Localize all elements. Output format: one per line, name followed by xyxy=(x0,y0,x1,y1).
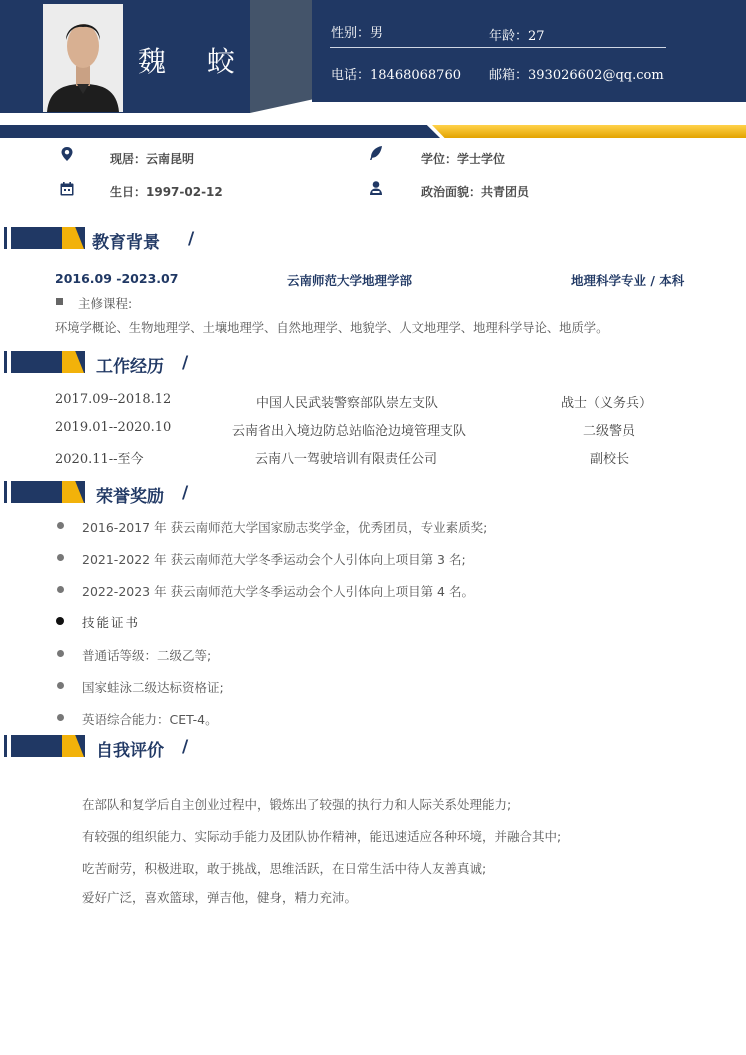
work-org: 中国人民武装警察部队崇左支队 xyxy=(256,396,439,411)
email-text: 邮箱：393026602@qq.com xyxy=(489,68,664,83)
honor-item: 2016-2017 年 获云南师范大学国家励志奖学金，优秀团员，专业素质奖; xyxy=(82,520,488,535)
header-right-panel xyxy=(312,0,746,102)
certificate-item: 国家蛙泳二级达标资格证; xyxy=(82,680,224,695)
bullet-dot-dark xyxy=(56,617,64,625)
honor-item: 2021-2022 年 获云南师范大学冬季运动会个人引体向上项目第 3 名; xyxy=(82,552,466,567)
section-slash: / xyxy=(182,353,189,373)
self-eval-line: 爱好广泛，喜欢篮球，弹吉他，健身，精力充沛。 xyxy=(82,890,358,905)
courses-list: 环境学概论、生物地理学、土壤地理学、自然地理学、地貌学、人文地理学、地理科学导论、地质学。 xyxy=(55,321,609,335)
certificates-title: 技能证书 xyxy=(82,615,141,630)
certificate-item: 英语综合能力：CET-4。 xyxy=(82,712,218,727)
work-role: 副校长 xyxy=(590,452,630,467)
section-stripe xyxy=(4,735,7,757)
work-org: 云南省出入境边防总站临沧边境管理支队 xyxy=(232,424,467,439)
degree-text: 学位：学士学位 xyxy=(421,152,506,166)
work-period: 2020.11--至今 xyxy=(55,452,144,467)
politics-text: 政治面貌：共青团员 xyxy=(421,185,530,199)
section-title-self: 自我评价 xyxy=(96,741,164,761)
work-period: 2017.09--2018.12 xyxy=(55,392,172,407)
work-role: 二级警员 xyxy=(583,424,636,439)
person-icon xyxy=(368,180,384,196)
bullet-dot xyxy=(57,554,64,561)
gender-text: 性别：男 xyxy=(331,26,384,41)
candidate-name: 魏 蛟 xyxy=(138,45,251,78)
phone-text: 电话：18468068760 xyxy=(331,68,461,83)
section-stripe xyxy=(4,227,7,249)
feather-icon xyxy=(368,145,384,161)
user-photo xyxy=(43,4,123,112)
header-slant-panel xyxy=(250,0,312,113)
section-title-work: 工作经历 xyxy=(96,357,164,377)
work-role: 战士（义务兵） xyxy=(561,396,653,411)
section-slash: / xyxy=(182,483,189,503)
education-major: 地理科学专业 / 本科 xyxy=(571,273,685,288)
header-bar-gold xyxy=(432,125,746,138)
education-period: 2016.09 -2023.07 xyxy=(55,271,179,286)
bullet-dot xyxy=(57,714,64,721)
self-eval-line: 在部队和复学后自主创业过程中，锻炼出了较强的执行力和人际关系处理能力; xyxy=(82,797,512,812)
self-eval-line: 有较强的组织能力、实际动手能力及团队协作精神，能迅速适应各种环境，并融合其中; xyxy=(82,829,562,844)
location-icon xyxy=(59,146,75,162)
bullet-dot xyxy=(57,586,64,593)
bullet-dot xyxy=(57,650,64,657)
work-period: 2019.01--2020.10 xyxy=(55,420,172,435)
section-slash: / xyxy=(182,737,189,757)
courses-label: 主修课程: xyxy=(78,296,133,311)
residence-text: 现居：云南昆明 xyxy=(110,152,195,166)
bullet-dot xyxy=(57,522,64,529)
header-bar-navy xyxy=(0,125,440,138)
bullet-dot xyxy=(57,682,64,689)
age-text: 年龄：27 xyxy=(489,29,545,44)
self-eval-line: 吃苦耐劳，积极进取，敢于挑战，思维活跃，在日常生活中待人友善真诚; xyxy=(82,861,487,876)
calendar-icon xyxy=(59,181,75,197)
square-bullet xyxy=(56,298,63,305)
section-title-honors: 荣誉奖励 xyxy=(96,487,164,507)
section-stripe xyxy=(4,351,7,373)
honor-item: 2022-2023 年 获云南师范大学冬季运动会个人引体向上项目第 4 名。 xyxy=(82,584,474,599)
section-stripe xyxy=(4,481,7,503)
section-slash: / xyxy=(188,229,195,249)
header-divider xyxy=(330,47,666,48)
certificate-item: 普通话等级：二级乙等; xyxy=(82,648,212,663)
section-title-education: 教育背景 xyxy=(92,233,160,253)
birthday-text: 生日：1997-02-12 xyxy=(110,185,223,199)
education-school: 云南师范大学地理学部 xyxy=(287,273,413,288)
work-org: 云南八一驾驶培训有限责任公司 xyxy=(255,452,438,467)
